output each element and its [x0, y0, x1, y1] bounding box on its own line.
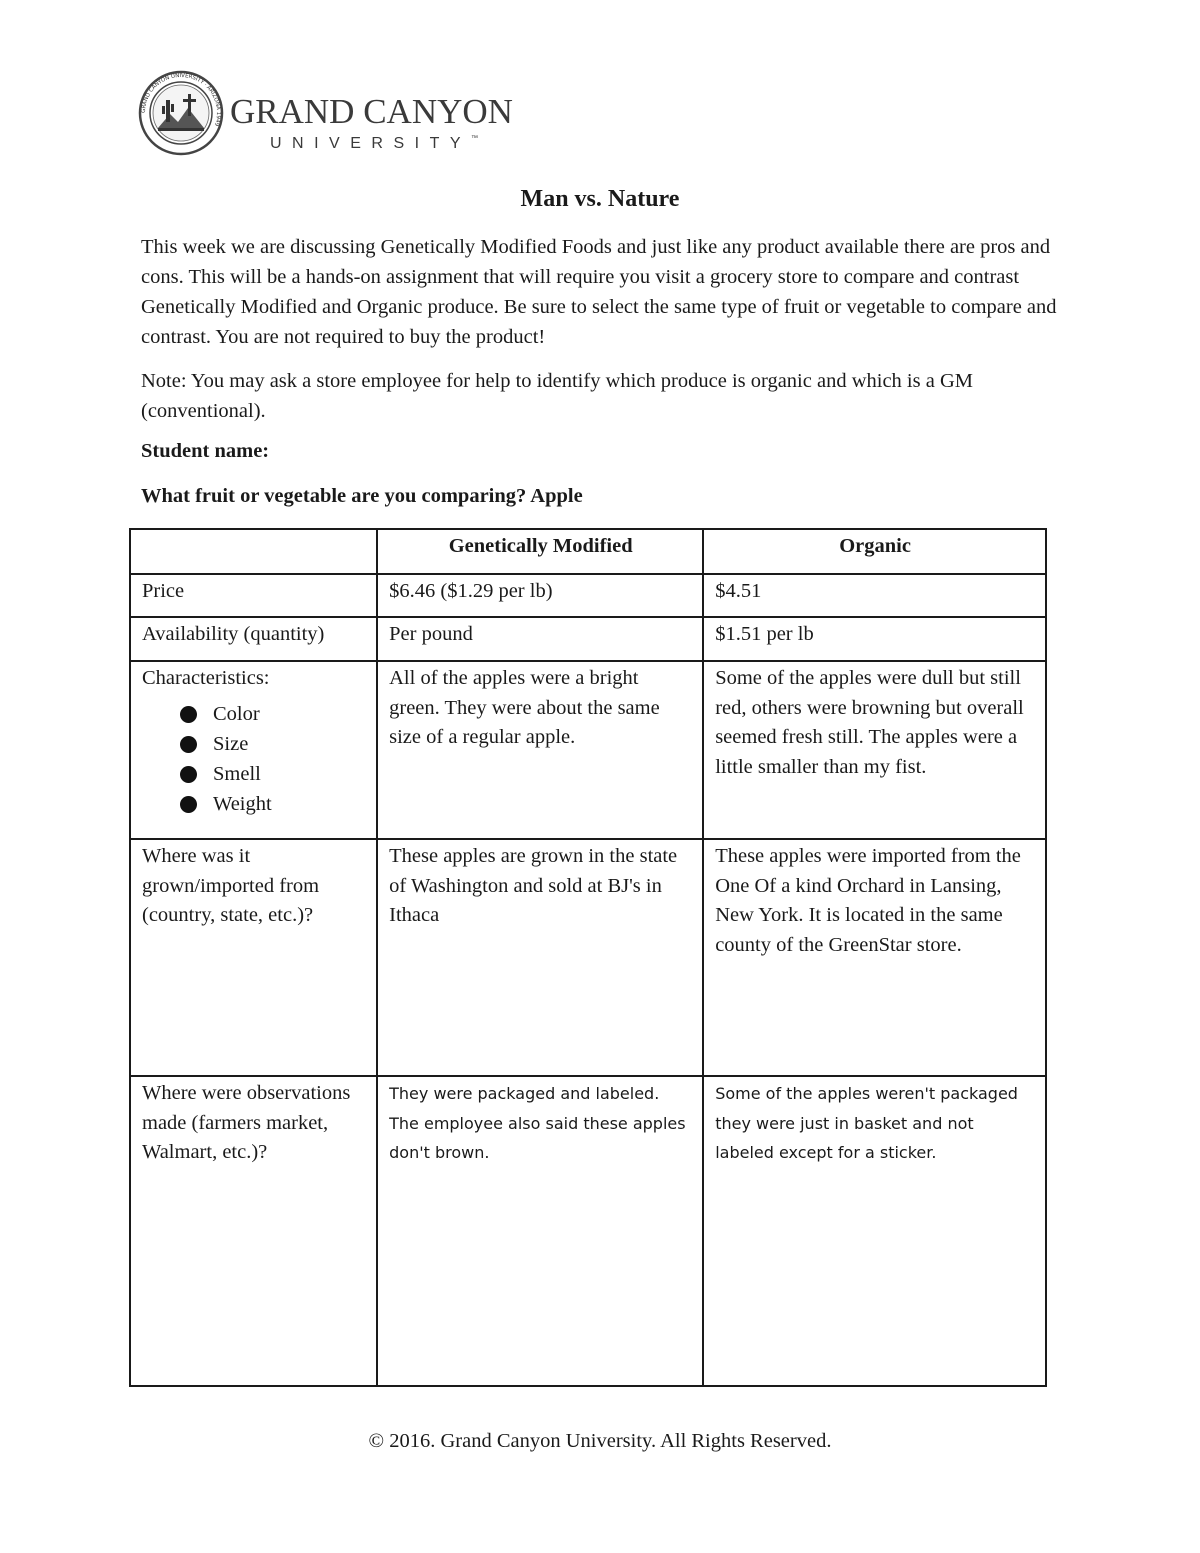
list-item: Smell: [142, 760, 366, 790]
list-item: Weight: [142, 790, 366, 820]
student-name-label: Student name:: [141, 440, 270, 462]
row-label: Where was it grown/imported from (country, state, etc.)?: [130, 839, 377, 1076]
seal-text: GRAND CANYON UNIVERSITY · ARIZONA 1949: [140, 72, 222, 127]
copyright-footer: © 2016. Grand Canyon University. All Rights Reserved.: [368, 1430, 832, 1452]
row-label: Availability (quantity): [130, 617, 377, 661]
characteristics-list: [142, 700, 366, 820]
gm-cell: All of the apples were a bright green. They were about the same size of a regular apple.: [377, 661, 703, 839]
gm-cell: Per pound: [377, 617, 703, 661]
bullet-icon: [180, 706, 197, 723]
row-label: Where were observations made (farmers market, Walmart, etc.)?: [130, 1076, 377, 1386]
university-subtitle: UNIVERSITY™: [270, 135, 479, 152]
bullet-icon: [180, 796, 197, 813]
document-title: Man vs. Nature: [520, 186, 680, 212]
bullet-icon: [180, 736, 197, 753]
bullet-icon: [180, 766, 197, 783]
organic-cell: $4.51: [703, 574, 1046, 617]
comparison-question: What fruit or vegetable are you comparing? Apple: [141, 485, 583, 507]
table-row: [130, 617, 1046, 661]
header-empty: [130, 529, 377, 574]
table-header-row: [130, 529, 1046, 574]
header-organic: Organic: [703, 529, 1046, 574]
comparison-table: [129, 528, 1047, 1387]
university-logo: [138, 70, 518, 160]
organic-cell: These apples were imported from the One Of a kind Orchard in Lansing, New York. It is located in the same county of the GreenStar store.: [703, 839, 1046, 1076]
list-item: Size: [142, 730, 366, 760]
table-row: [130, 661, 1046, 839]
row-label: Characteristics:: [142, 667, 270, 689]
list-item: Color: [142, 700, 366, 730]
table-row: [130, 574, 1046, 617]
organic-cell: Some of the apples weren't packaged they were just in basket and not labeled except for a sticker.: [703, 1076, 1046, 1386]
gm-cell: They were packaged and labeled. The employee also said these apples don't brown.: [377, 1076, 703, 1386]
gm-cell: These apples are grown in the state of Washington and sold at BJ's in Ithaca: [377, 839, 703, 1076]
gm-cell: $6.46 ($1.29 per lb): [377, 574, 703, 617]
header-gm: Genetically Modified: [377, 529, 703, 574]
organic-cell: Some of the apples were dull but still red, others were browning but overall seemed fresh still. The apples were a little smaller than my fist.: [703, 661, 1046, 839]
university-seal-icon: [138, 70, 224, 156]
university-name: GRAND CANYON: [230, 92, 513, 131]
table-row: [130, 839, 1046, 1076]
note-paragraph: Note: You may ask a store employee for help to identify which produce is organic and which is a GM (conventional).: [141, 370, 973, 422]
table-row: [130, 1076, 1046, 1386]
intro-paragraph: This week we are discussing Genetically Modified Foods and just like any product available there are pros and cons. This will be a hands-on assignment that will require you visit a grocery store to compare and contrast Genetically Modified and Organic produce. Be sure to select the same type of fruit or vegetable to compare and contrast. You are not required to buy the product!: [141, 236, 1057, 348]
row-label-cell: [130, 661, 377, 839]
organic-cell: $1.51 per lb: [703, 617, 1046, 661]
row-label: Price: [130, 574, 377, 617]
